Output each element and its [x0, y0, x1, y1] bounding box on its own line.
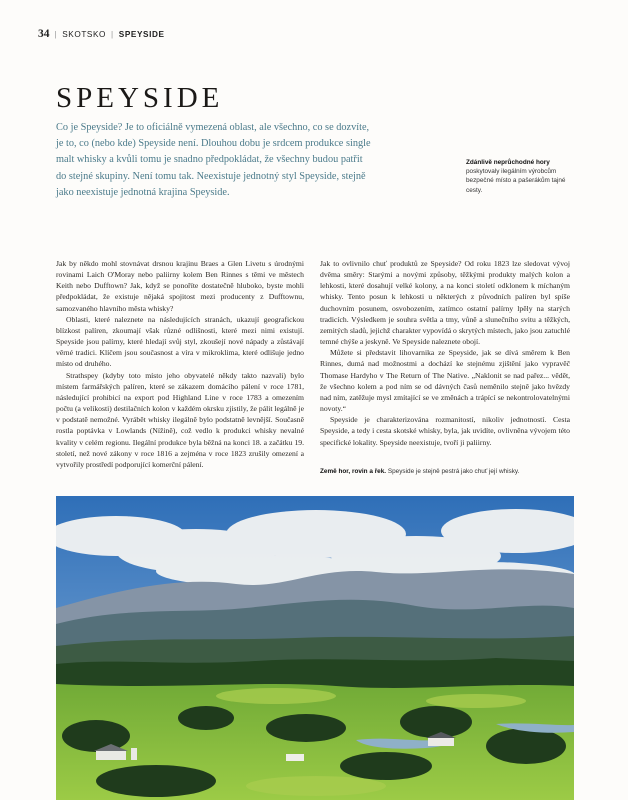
page-title: SPEYSIDE [56, 82, 224, 114]
body-paragraph: Jak to ovlivnilo chuť produktů ze Speyside? Od roku 1823 lze sledovat vývoj dvěma směry: Starými a novými způsoby, těžkými produkty malých kolon a lehkosti, které dosahují velké kolony, a na konci století odklonem k míchaným whisky. Tento posun k lehkosti u některých z původních palíren byl spíše duchovním posunem, osvobozením, zatímco ostatní palírny lpěly na starých tradicích. Výsledkem je souhra světla a tmy, vůně a slunečního svitu a těžkých, zemitých sladů, jejichž charakter vypovídá o skrytých místech, jako jsou zatuchlé temné chýše a jeskyně. Ve Speyside naleznete obojí. [320, 259, 570, 347]
body-paragraph: Můžete si představit lihovarnika ze Speyside, jak se dívá směrem k Ben Rinnes, dumá nad možnostmi a dochází ke stejnému zjištění jako vypravěč Thomase Hardyho v The Return of The Native. „Naklonit se nad pařez... vědět, že všechno kolem a pod ním se od dávných časů neměnilo stejně jako hvězdy nad ním, zatěžuje mysl zmítající se ve změnách a trápící se nekontrolovatelnými novoty.“ [320, 348, 570, 414]
header-separator: | [111, 29, 114, 39]
landscape-photo-drawing [56, 496, 574, 800]
header-section: SKOTSKO [62, 29, 107, 39]
caption-bottom-text: Speyside je stejně pestrá jako chuť její whisky. [386, 468, 520, 475]
caption-top-bold: Zdánlivě neprůchodné hory [466, 159, 550, 166]
header-subsection: SPEYSIDE [118, 29, 165, 39]
header-separator: | [54, 29, 58, 39]
landscape-highlands-photo [56, 496, 574, 800]
body-column-left [56, 258, 304, 470]
running-header [38, 27, 165, 41]
body-paragraph: Oblasti, které naleznete na následujících stranách, ukazují geografickou blízkost palíren, zkoumají však různé odlišnosti, které mezi nimi existují. Speyside jsou palírny, které hledají svůj styl, zkoušejí nové nápady a zůstávají věrné tradici. Klíčem jsou současnost a víra v mikroklima, které odlišuje jedno místo od druhého. [56, 314, 304, 369]
body-paragraph: Speyside je charakterizována rozmanitostí, nikoliv jednotností. Cesta Speyside, a tedy i cesta skotské whisky, byla, jak uvidíte, ovlivněna vývojem této specifické lokality. Speyside neexistuje, tvoří ji paliirny. [320, 415, 570, 447]
body-paragraph: Jak by někdo mohl stovnávat drsnou krajinu Braes a Glen Livetu s úrodnými rovinami Laich O'Moray nebo paliirny kolem Ben Rinnes s těmi ve městech Keith nebo Dufftown? Jak, když se ponoříte dostatečně hluboko, byste mohli předpokládat, že existuje nějaká spojitost mezi producenty z Dufftownu, samozvaného hlavního města whisky? [56, 259, 304, 313]
page-number: 34 [38, 28, 50, 40]
caption-top-text: poskytovaly ilegálním výrobcům bezpečné místo a pašerákům tajné cesty. [466, 168, 566, 194]
body-column-right [320, 258, 570, 448]
forest-band [56, 658, 574, 688]
caption-top [466, 158, 578, 195]
caption-bottom [320, 467, 570, 476]
body-paragraph: Strathspey (kdyby toto místo jeho obyvatelé někdy takto nazvali) bylo místem farmářských palíren, které se zákazem domácího pálení v roce 1781, následující prohibicí na export pod Highland Line v roce 1783 a omezením počtu (a velikosti) destilačních kolon v každém okrsku zjistily, že pálit legálně je v podstatě nemožné. Vyrábět whisky ilegálně bylo podstatně levnější. Současně rostla poptávka v Lowlands (Nížině), což vedlo k produkci whisky nevalné kvality v celém regionu. Ilegální produkce byla běžná na konci 18. a začátku 19. století, než nové zákony v roce 1816 a zejména v roce 1823 zrušily omezení a vytvořily prostředí podporující komerční pálení. [56, 370, 304, 469]
caption-bottom-bold: Země hor, rovin a řek. [320, 468, 387, 475]
intro-paragraph: Co je Speyside? Je to oficiálně vymezená oblast, ale všechno, co se dozvíte, je to, co (nebo kde) Speyside není. Dlouhou dobu je srdcem produkce single malt whisky a kvůli tomu je snadno předpokládat, že všechny budou patřit do stejné skupiny. Není tomu tak. Neexistuje jednotný styl Speyside, stejně jako neexistuje jednotná krajina Speyside. [56, 122, 371, 198]
